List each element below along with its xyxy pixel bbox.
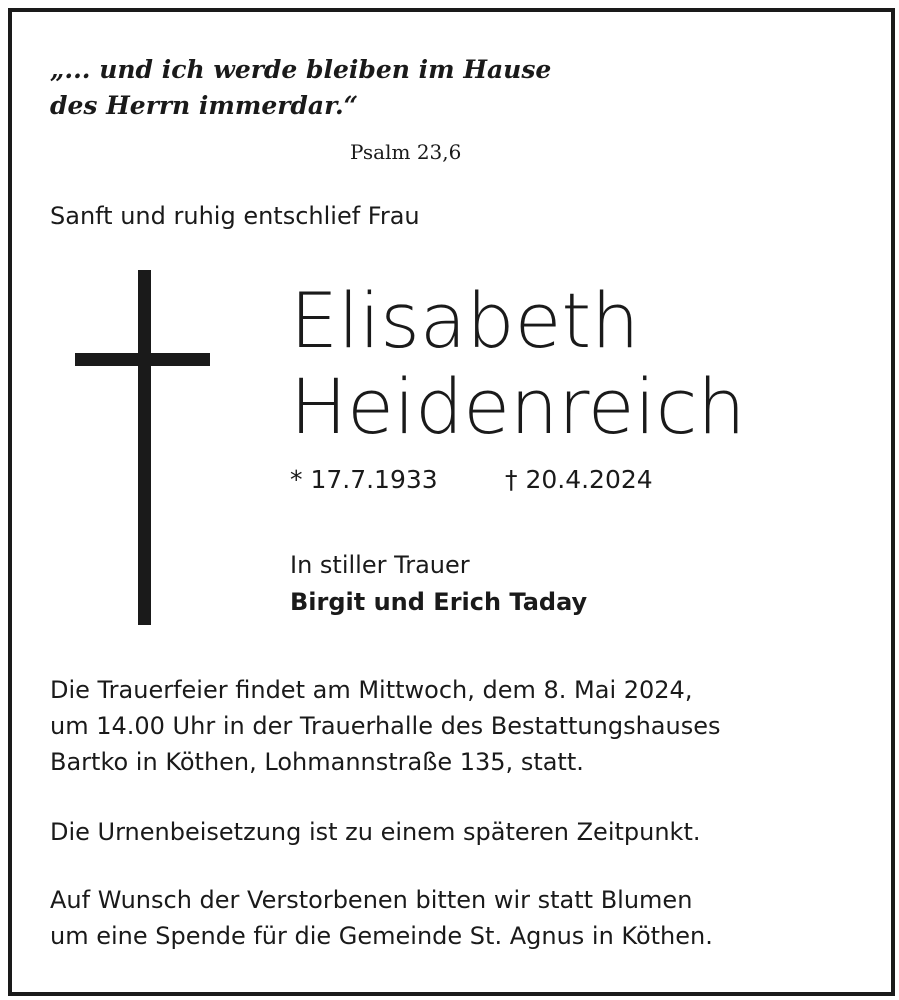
service-line: Die Trauerfeier findet am Mittwoch, dem 8. Mai 2024, — [50, 676, 693, 704]
quote-line-1: „... und ich werde bleiben im Hause — [50, 55, 552, 84]
donation-line: Auf Wunsch der Verstorbenen bitten wir statt Blumen — [50, 886, 693, 914]
donation-paragraph — [50, 882, 713, 954]
service-line: um 14.00 Uhr in der Trauerhalle des Bestattungshauses — [50, 712, 721, 740]
donation-line: um eine Spende für die Gemeinde St. Agnus in Köthen. — [50, 922, 713, 950]
quote-source: Psalm 23,6 — [350, 140, 462, 164]
quote-line-2: des Herrn immerdar.“ — [50, 91, 359, 120]
first-name: Elisabeth — [290, 276, 640, 365]
mourners-names: Birgit und Erich Taday — [290, 588, 588, 616]
service-line: Bartko in Köthen, Lohmannstraße 135, statt. — [50, 748, 584, 776]
cross-vertical-bar — [138, 270, 151, 625]
urn-paragraph — [50, 814, 700, 850]
bible-quote — [50, 52, 551, 124]
last-name: Heidenreich — [290, 362, 746, 451]
intro-text: Sanft und ruhig entschlief Frau — [50, 202, 420, 230]
birth-date: * 17.7.1933 — [290, 465, 438, 494]
death-date: † 20.4.2024 — [505, 465, 653, 494]
service-paragraph — [50, 672, 720, 780]
cross-horizontal-bar — [75, 353, 210, 366]
mourning-label: In stiller Trauer — [290, 551, 470, 579]
urn-line: Die Urnenbeisetzung ist zu einem späteren Zeitpunkt. — [50, 818, 701, 846]
deceased-name — [290, 278, 746, 450]
